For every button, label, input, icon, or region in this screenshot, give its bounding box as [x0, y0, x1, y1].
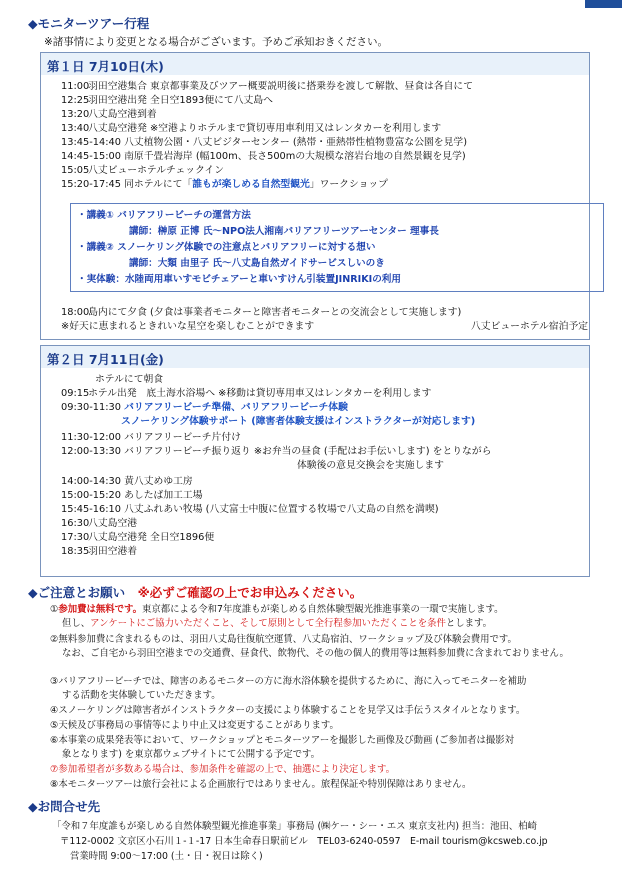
note-2-cont: なお、ご自宅から羽田空港までの交通費、昼食代、飲物代、その他の個人的費用等は無料参加費に含まれておりません。 [62, 648, 569, 659]
day2-row: 15:00-15:20 あしたば加工工場 [61, 490, 203, 501]
note-1-cont: 但し、アンケートにご協力いただくこと、そして原則として全行程参加いただくことを条件とします。 [62, 618, 492, 629]
day2-row: 12:00-13:30 バリアフリービーチ振り返り ※お弁当の昼食 (手配はお手伝いします) をとりながら [61, 446, 492, 457]
note-3-cont: する活動を実体験していただきます。 [62, 690, 221, 701]
lecture-1-speaker: 講師：榊原 正博 氏～NPO法人湘南バリアフリーツアーセンター 理事長 [129, 226, 439, 237]
day1-stars: ※好天に恵まれるときれいな星空を楽しむことができます [61, 321, 315, 332]
day1-row: 13:20 八丈島空港到着 [61, 109, 157, 120]
itinerary-note: ※諸事情により変更となる場合がございます。予めご承知おきください。 [44, 36, 388, 48]
note-4: ④スノーケリングは障害者がインストラクターの支援により体験することを見学又は手伝うスタイルとなります。 [50, 705, 526, 716]
note-6: ⑥本事業の成果発表等において、ワークショップとモニターツアーを撮影した画像及び動画 (ご参加者は撮影対 [50, 735, 515, 746]
lecture-box [70, 203, 604, 292]
day2-breakfast: ホテルにて朝食 [95, 374, 164, 385]
notes-warning: ※必ずご確認の上でお申込みください。 [137, 585, 363, 600]
day2-row: 17:30 八丈島空港発 全日空1896便 [61, 532, 215, 543]
note-5: ⑤天候及び事務局の事情等により中止又は変更することがあります。 [50, 720, 339, 731]
day1-row: 11:00 羽田空港集合 東京都事業及びツアー概要説明後に搭乗券を渡して解散、昼食は各自にて [61, 81, 474, 92]
day2-box [40, 345, 590, 577]
section-title-notes: ◆ご注意とお願い ※必ずご確認の上でお申込みください。 [28, 585, 363, 600]
top-accent-bar [585, 0, 622, 8]
note-2: ②無料参加費に含まれるものは、羽田八丈島往復航空運賃、八丈島宿泊、ワークショップ及び体験会費用です。 [50, 634, 517, 645]
lecture-2: ・講義② スノーケリング体験での注意点とバリアフリーに対する想い [77, 242, 376, 253]
workshop-highlight: 誰もが楽しめる自然型観光 [192, 179, 310, 190]
contact-line-3: 営業時間 9:00～17:00 (土・日・祝日は除く) [70, 851, 263, 862]
day2-row: 09:30-11:30 バリアフリービーチ準備、バリアフリービーチ体験 [61, 402, 348, 413]
day1-row: 13:45-14:40 八丈植物公園・八丈ビジターセンター (熱帯・亜熱帯性植物豊富な公園を見学) [61, 137, 468, 148]
day1-stay: 八丈ビューホテル宿泊予定 [471, 321, 589, 332]
section-title-contact: ◆お問合せ先 [28, 799, 101, 814]
day2-row: 18:35 羽田空港着 [61, 546, 138, 557]
contact-line-2: 〒112-0002 文京区小石川１-１-17 日本生命春日駅前ビル TEL03-6240-0597 E-mail tourism@kcsweb.co.jp [60, 836, 548, 847]
day2-title: 第２日 7月11日(金) [41, 346, 589, 368]
day1-title: 第１日 7月10日(木) [41, 53, 589, 75]
lecture-3: ・実体験：水陸両用車いすモビチェアーと車いすけん引装置JINRIKIの利用 [77, 274, 401, 285]
day1-workshop-row: 15:20-17:45 同ホテルにて「誰もが楽しめる自然型観光」ワークショップ [61, 179, 388, 190]
day2-row: 14:00-14:30 黄八丈めゆ工房 [61, 476, 193, 487]
contact-line-1: 「令和７年度誰もが楽しめる自然体験型観光推進事業」事務局 (㈱ケー・シー・エス 東京支社内) 担当：池田、柏崎 [52, 821, 538, 832]
section-title-itinerary: ◆モニターツアー行程 [28, 16, 150, 31]
day1-row: 12:25 羽田空港出発 全日空1893便にて八丈島へ [61, 95, 273, 106]
day1-box [40, 52, 590, 340]
note-8: ⑧本モニターツアーは旅行会社による企画旅行ではありません。旅程保証や特別保障はありません。 [50, 779, 472, 790]
note-7: ⑦参加希望者が多数ある場合は、参加条件を確認の上で、抽選により決定します。 [50, 764, 395, 775]
lecture-1: ・講義① バリアフリービーチの運営方法 [77, 210, 251, 221]
day2-row-cont: 体験後の意見交換会を実施します [297, 460, 444, 471]
note-3: ③バリアフリービーチでは、障害のあるモニターの方に海水浴体験を提供するために、海に入ってモニターを補助 [50, 676, 527, 687]
day1-row: 15:05 八丈ビューホテルチェックイン [61, 165, 225, 176]
note-1: ①参加費は無料です。東京都による令和7年度誰もが楽しめる自然体験型観光推進事業の一環で実施します。 [50, 604, 504, 615]
day2-row: 09:15 ホテル出発 底土海水浴場へ ※移動は貸切専用車又はレンタカーを利用します [61, 388, 432, 399]
day2-row: 11:30-12:00 バリアフリービーチ片付け [61, 432, 241, 443]
day1-row: 13:40 八丈島空港発 ※空港よりホテルまで貸切専用車利用又はレンタカーを利用します [61, 123, 442, 134]
day1-dinner: 18:00 島内にて夕食 (夕食は事業者モニターと障害者モニターとの交流会として実施します) [61, 307, 462, 318]
day2-row: 15:45-16:10 八丈ふれあい牧場 (八丈富士中腹に位置する牧場で八丈島の自然を満喫) [61, 504, 439, 515]
lecture-2-speaker: 講師：大類 由里子 氏～八丈島自然ガイドサービスしいのき [129, 258, 385, 269]
day2-row: 16:30 八丈島空港 [61, 518, 138, 529]
day2-snorkel: スノーケリング体験サポート (障害者体験支援はインストラクターが対応します) [121, 416, 476, 427]
note-6-cont: 象となります) を東京都ウェブサイトにて公開する予定です。 [62, 749, 320, 760]
day1-row: 14:45-15:00 南原千畳岩海岸 (幅100m、長さ500mの大規模な溶岩台地の自然景観を見学) [61, 151, 466, 162]
